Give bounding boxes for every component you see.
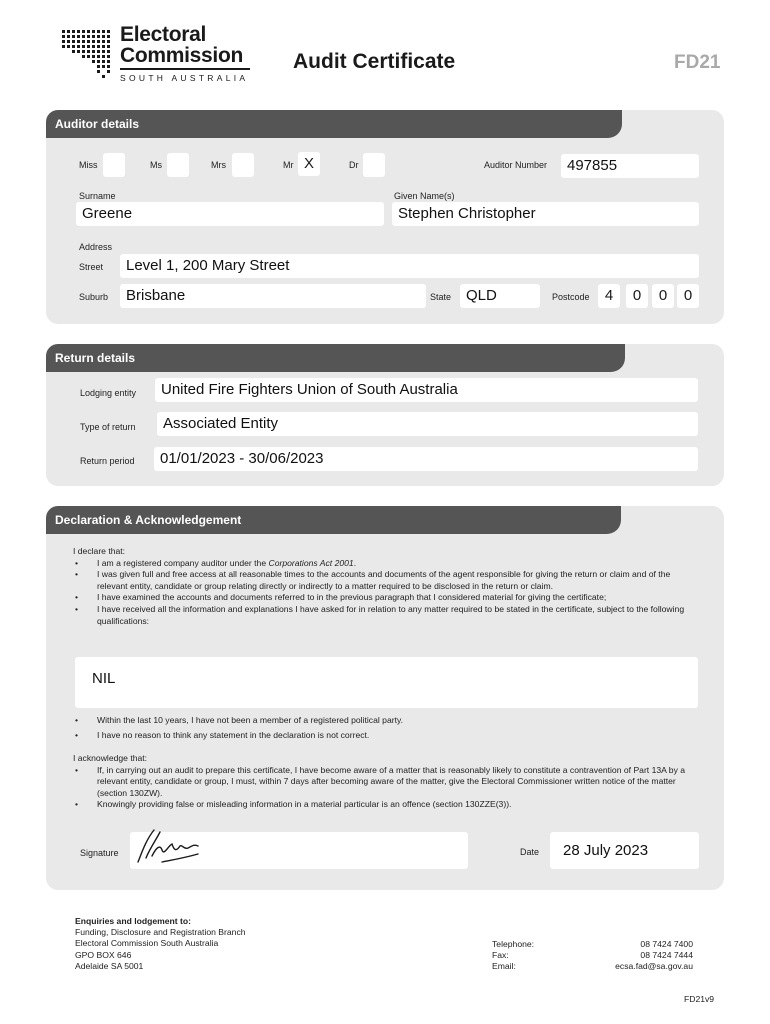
title-mrs-box[interactable] [232,153,254,177]
suburb-field[interactable]: Brisbane [120,284,426,308]
auditor-number-label: Auditor Number [484,160,548,170]
ecsa-logo-icon [60,27,112,79]
lodging-entity-field[interactable]: United Fire Fighters Union of South Australia [155,378,698,402]
title-ms-box[interactable] [167,153,189,177]
enquiries-line: Electoral Commission South Australia [75,938,219,949]
logo-divider [120,68,250,70]
given-names-field[interactable]: Stephen Christopher [392,202,699,226]
logo-text-south-australia: SOUTH AUSTRALIA [120,73,249,83]
declaration-item: • I have no reason to think any statement in the declaration is not correct. [73,730,691,742]
street-field[interactable]: Level 1, 200 Mary Street [120,254,699,278]
postcode-digit-4[interactable]: 0 [677,284,699,308]
declaration-statements [73,546,691,627]
title-dr-box[interactable] [363,153,385,177]
logo-text-electoral: Electoral [120,23,207,46]
type-of-return-field[interactable]: Associated Entity [157,412,698,436]
lodging-entity-label: Lodging entity [80,388,137,398]
form-version: FD21v9 [684,994,715,1004]
postcode-digit-3[interactable]: 0 [652,284,674,308]
acknowledgement-item: • Knowingly providing false or misleading information in a material particular is an offence (section 130ZZE(3)). [73,799,691,811]
declaration-heading: Declaration & Acknowledgement [46,506,621,534]
signature-label: Signature [80,848,119,858]
return-period-field[interactable]: 01/01/2023 - 30/06/2023 [154,447,698,471]
contact-values [560,939,693,973]
acknowledgement-intro: I acknowledge that: [73,753,148,763]
declaration-item: • Within the last 10 years, I have not been a member of a registered political party. [73,715,691,727]
postcode-label: Postcode [552,292,590,302]
enquiries-line: Adelaide SA 5001 [75,960,144,971]
form-code: FD21 [674,52,721,73]
title-miss-label: Miss [79,160,98,170]
contact-labels [492,939,534,973]
title-mrs-label: Mrs [211,160,226,170]
address-label: Address [79,242,113,252]
acknowledgement-item: • If, in carrying out an audit to prepare this certificate, I have become aware of a matter that is reasonably likely to constitute a contravention of Part 13A by a relevant entity, candidate or group, I must, within 7 days after becoming aware of the matter, give the Electoral Commissioner written notice of the matter (section 130ZW). [73,765,691,800]
title-mr-box[interactable]: X [298,152,320,176]
declaration-item: • I have examined the accounts and documents referred to in the previous paragraph that I considered material for giving the certificate; [73,592,691,604]
return-details-heading: Return details [46,344,625,372]
auditor-details-heading: Auditor details [46,110,622,138]
declaration-item: • I have received all the information and explanations I have asked for in relation to any matter required to be stated in the certificate, subject to the following qualifications: [73,604,691,627]
title-dr-label: Dr [349,160,359,170]
date-field[interactable]: 28 July 2023 [550,832,699,869]
auditor-number-field[interactable]: 497855 [561,154,699,178]
declaration-item: • I am a registered company auditor under the Corporations Act 2001. [73,558,691,570]
email-label: Email: [492,961,516,972]
signature-image [132,822,212,872]
acknowledgement-statements [73,753,691,811]
given-names-label: Given Name(s) [394,191,455,201]
fax-value: 08 7424 7444 [640,950,693,961]
postcode-digit-1[interactable]: 4 [598,284,620,308]
state-label: State [430,292,452,302]
declaration-panel [46,506,724,890]
date-label: Date [520,847,540,857]
title-mr-label: Mr [283,160,294,170]
title-ms-label: Ms [150,160,162,170]
auditor-details-panel [46,110,724,324]
title-miss-box[interactable] [103,153,125,177]
suburb-label: Suburb [79,292,109,302]
type-of-return-label: Type of return [80,422,136,432]
state-field[interactable]: QLD [460,284,540,308]
street-label: Street [79,262,104,272]
enquiries-line: GPO BOX 646 [75,949,132,960]
telephone-value: 08 7424 7400 [640,939,693,949]
enquiries-line: Funding, Disclosure and Registration Branch [75,927,246,938]
email-link[interactable]: ecsa.fad@sa.gov.au [615,961,693,972]
logo-text-commission: Commission [120,44,244,67]
enquiries-block [75,916,246,972]
return-period-label: Return period [80,456,135,466]
declaration-statements-2 [73,715,691,741]
declaration-intro: I declare that: [73,546,126,556]
telephone-label: Telephone: [492,939,535,949]
enquiries-heading: Enquiries and lodgement to: [75,916,192,926]
declaration-item: • I was given full and free access at all reasonable times to the accounts and documents of the agent responsible for giving the return or claim and of the relevant entity, candidate or group relating directly or indirectly to a matter required to be disclosed in the return or claim. [73,569,691,592]
qualifications-field[interactable]: NIL [75,657,698,708]
postcode-digit-2[interactable]: 0 [626,284,648,308]
surname-field[interactable]: Greene [76,202,384,226]
fax-label: Fax: [492,950,509,961]
surname-label: Surname [79,191,116,201]
return-details-panel [46,344,724,486]
page-title: Audit Certificate [293,50,456,73]
